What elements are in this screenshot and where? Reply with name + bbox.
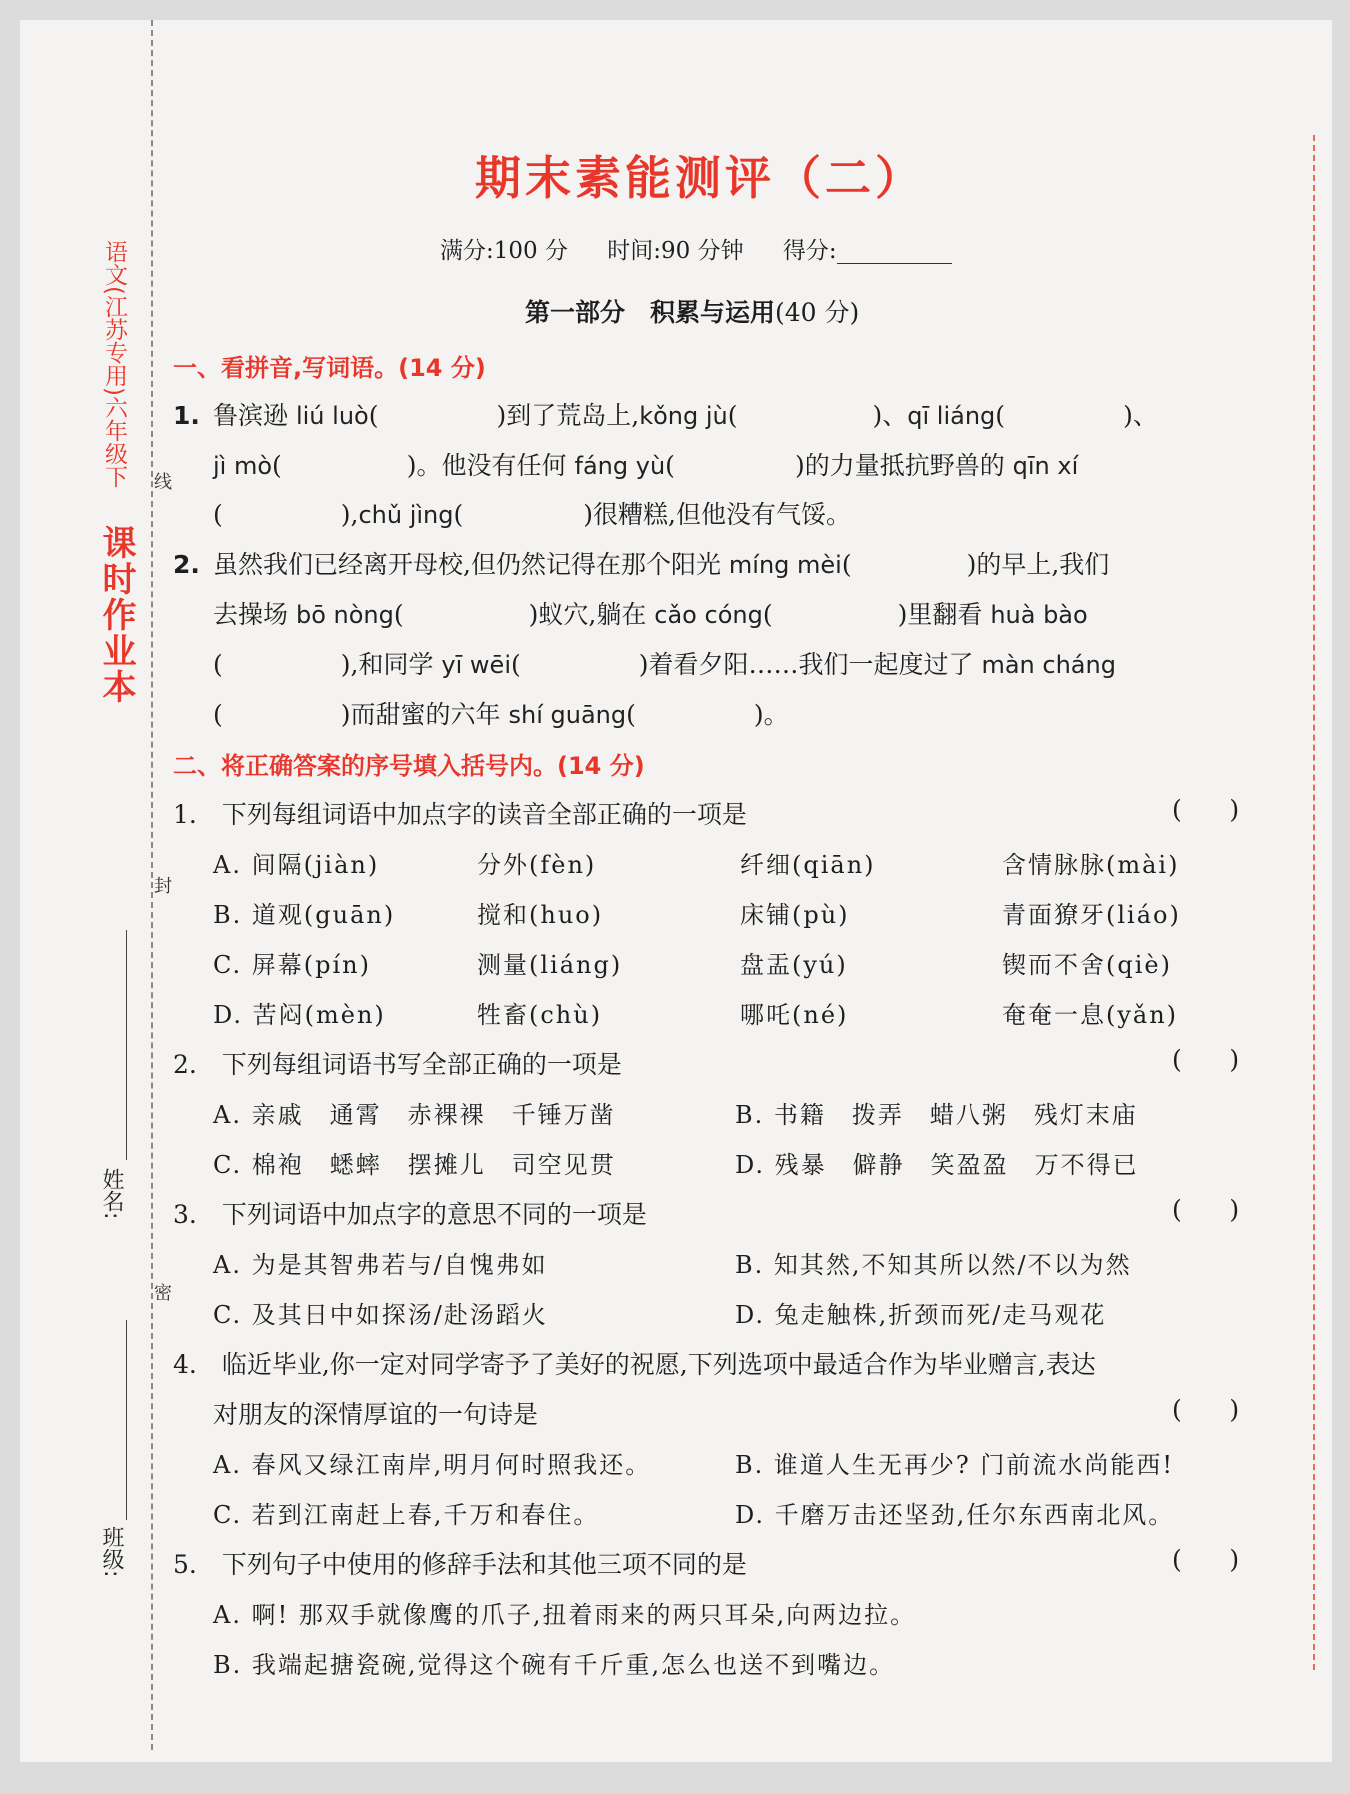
s2-q3-option-c: C. 及其日中如探汤/赴汤蹈火 (213, 1301, 548, 1329)
s2-q1-a2: 分外(fèn) (477, 851, 597, 879)
s2-q1-c4: 锲而不舍(qiè) (1002, 951, 1172, 979)
s2-q1-c2: 测量(liáng) (477, 951, 623, 979)
s1-q2-line1: 2. 虽然我们已经离开母校,但仍然记得在那个阳光 míng mèi( )的早上,我们 (173, 550, 1110, 579)
section-2-heading: 二、将正确答案的序号填入括号内。(14 分) (173, 752, 645, 780)
right-red-dashed-line (1313, 135, 1315, 1670)
s2-q2-stem: 2. 下列每组词语书写全部正确的一项是 (173, 1050, 622, 1079)
s2-q1-d1: D. 苦闷(mèn) (213, 1001, 386, 1029)
time-limit: 时间:90 分钟 (607, 238, 744, 264)
cut-mark-mi: 密 (151, 1283, 172, 1301)
s2-q1-stem: 1. 下列每组词语中加点字的读音全部正确的一项是 (173, 800, 747, 829)
s2-q2-option-d: D. 残暴 僻静 笑盈盈 万不得已 (735, 1151, 1139, 1179)
class-field[interactable] (126, 1320, 127, 1520)
s2-q2-option-b: B. 书籍 拨弄 蜡八粥 残灯末庙 (735, 1101, 1138, 1129)
s2-q3-option-d: D. 兔走触株,折颈而死/走马观花 (735, 1301, 1107, 1329)
s2-q2-option-c: C. 棉袍 蟋蟀 摆摊儿 司空见贯 (213, 1151, 616, 1179)
score-label: 得分: (782, 238, 837, 264)
section-1-heading: 一、看拼音,写词语。(14 分) (173, 354, 486, 382)
s1-q2-line3: ( ),和同学 yī wēi( )着看夕阳……我们一起度过了 màn cháng (213, 650, 1116, 679)
s2-q4-option-a: A. 春风又绿江南岸,明月何时照我还。 (213, 1451, 652, 1479)
part-title: 第一部分 积累与运用(40 分) (525, 298, 860, 327)
s2-q1-a1: A. 间隔(jiàn) (213, 851, 380, 879)
exam-meta (440, 232, 984, 265)
s2-q4-stem-line1: 4. 临近毕业,你一定对同学寄予了美好的祝愿,下列选项中最适合作为毕业赠言,表达 (173, 1350, 1096, 1379)
answer-paren[interactable]: ( ) (1172, 1545, 1240, 1574)
full-score: 满分:100 分 (440, 238, 568, 264)
s2-q1-b4: 青面獠牙(liáo) (1002, 901, 1181, 929)
s2-q4-option-d: D. 千磨万击还坚劲,任尔东西南北风。 (735, 1501, 1175, 1529)
s2-q1-a3: 纤细(qiān) (740, 851, 876, 879)
answer-paren[interactable]: ( ) (1172, 1045, 1240, 1074)
cut-mark-xian: 线 (151, 472, 172, 490)
s2-q4-option-c: C. 若到江南赶上春,千万和春住。 (213, 1501, 600, 1529)
s2-q3-option-b: B. 知其然,不知其所以然/不以为然 (735, 1251, 1132, 1279)
s2-q5-option-a: A. 啊! 那双手就像鹰的爪子,扭着雨来的两只耳朵,向两边拉。 (213, 1601, 917, 1629)
s2-q1-b3: 床铺(pù) (740, 901, 850, 929)
s2-q4-stem-line2: 对朋友的深情厚谊的一句诗是 (213, 1400, 539, 1429)
s1-q1-line2: jì mò( )。他没有任何 fáng yù( )的力量抵抗野兽的 qīn xí (213, 451, 1079, 480)
class-label: 班级: (99, 1526, 124, 1578)
score-blank[interactable] (837, 241, 952, 264)
answer-paren[interactable]: ( ) (1172, 1395, 1240, 1424)
s2-q4-option-b: B. 谁道人生无再少? 门前流水尚能西! (735, 1451, 1175, 1479)
s2-q3-stem: 3. 下列词语中加点字的意思不同的一项是 (173, 1200, 647, 1229)
s2-q1-b2: 搅和(huo) (477, 901, 604, 929)
s2-q5-stem: 5. 下列句子中使用的修辞手法和其他三项不同的是 (173, 1550, 747, 1579)
s1-q2-line2: 去操场 bō nòng( )蚁穴,躺在 cǎo cóng( )里翻看 huà bào (213, 600, 1088, 629)
s2-q1-d4: 奄奄一息(yǎn) (1002, 1001, 1179, 1029)
s2-q3-option-a: A. 为是其智弗若与/自愧弗如 (213, 1251, 548, 1279)
s2-q5-option-b: B. 我端起搪瓷碗,觉得这个碗有千斤重,怎么也送不到嘴边。 (213, 1651, 896, 1679)
s1-q2-line4: ( )而甜蜜的六年 shí guāng( )。 (213, 700, 789, 729)
brand-logo: 课时作业本 (96, 525, 136, 705)
s2-q1-c3: 盘盂(yú) (740, 951, 848, 979)
s2-q1-b1: B. 道观(guān) (213, 901, 396, 929)
page-title: 期末素能测评（二） (475, 151, 925, 205)
s2-q2-option-a: A. 亲戚 通霄 赤裸裸 千锤万凿 (213, 1101, 616, 1129)
s2-q1-d3: 哪吒(né) (740, 1001, 849, 1029)
s2-q1-c1: C. 屏幕(pín) (213, 951, 371, 979)
answer-paren[interactable]: ( ) (1172, 795, 1240, 824)
s1-q1-line3: ( ),chǔ jìng( )很糟糕,但他没有气馁。 (213, 500, 851, 529)
subject-label: 语文(江苏专用)六年级下 (101, 240, 127, 488)
answer-paren[interactable]: ( ) (1172, 1195, 1240, 1224)
s2-q1-a4: 含情脉脉(mài) (1002, 851, 1180, 879)
s2-q1-d2: 牲畜(chù) (477, 1001, 603, 1029)
cut-mark-feng: 封 (151, 876, 172, 894)
s1-q1-line1: 1. 鲁滨逊 liú luò( )到了荒岛上,kǒng jù( )、qī liáng( )、 (173, 401, 1158, 430)
name-field[interactable] (126, 930, 127, 1160)
name-label: 姓名: (99, 1168, 124, 1220)
